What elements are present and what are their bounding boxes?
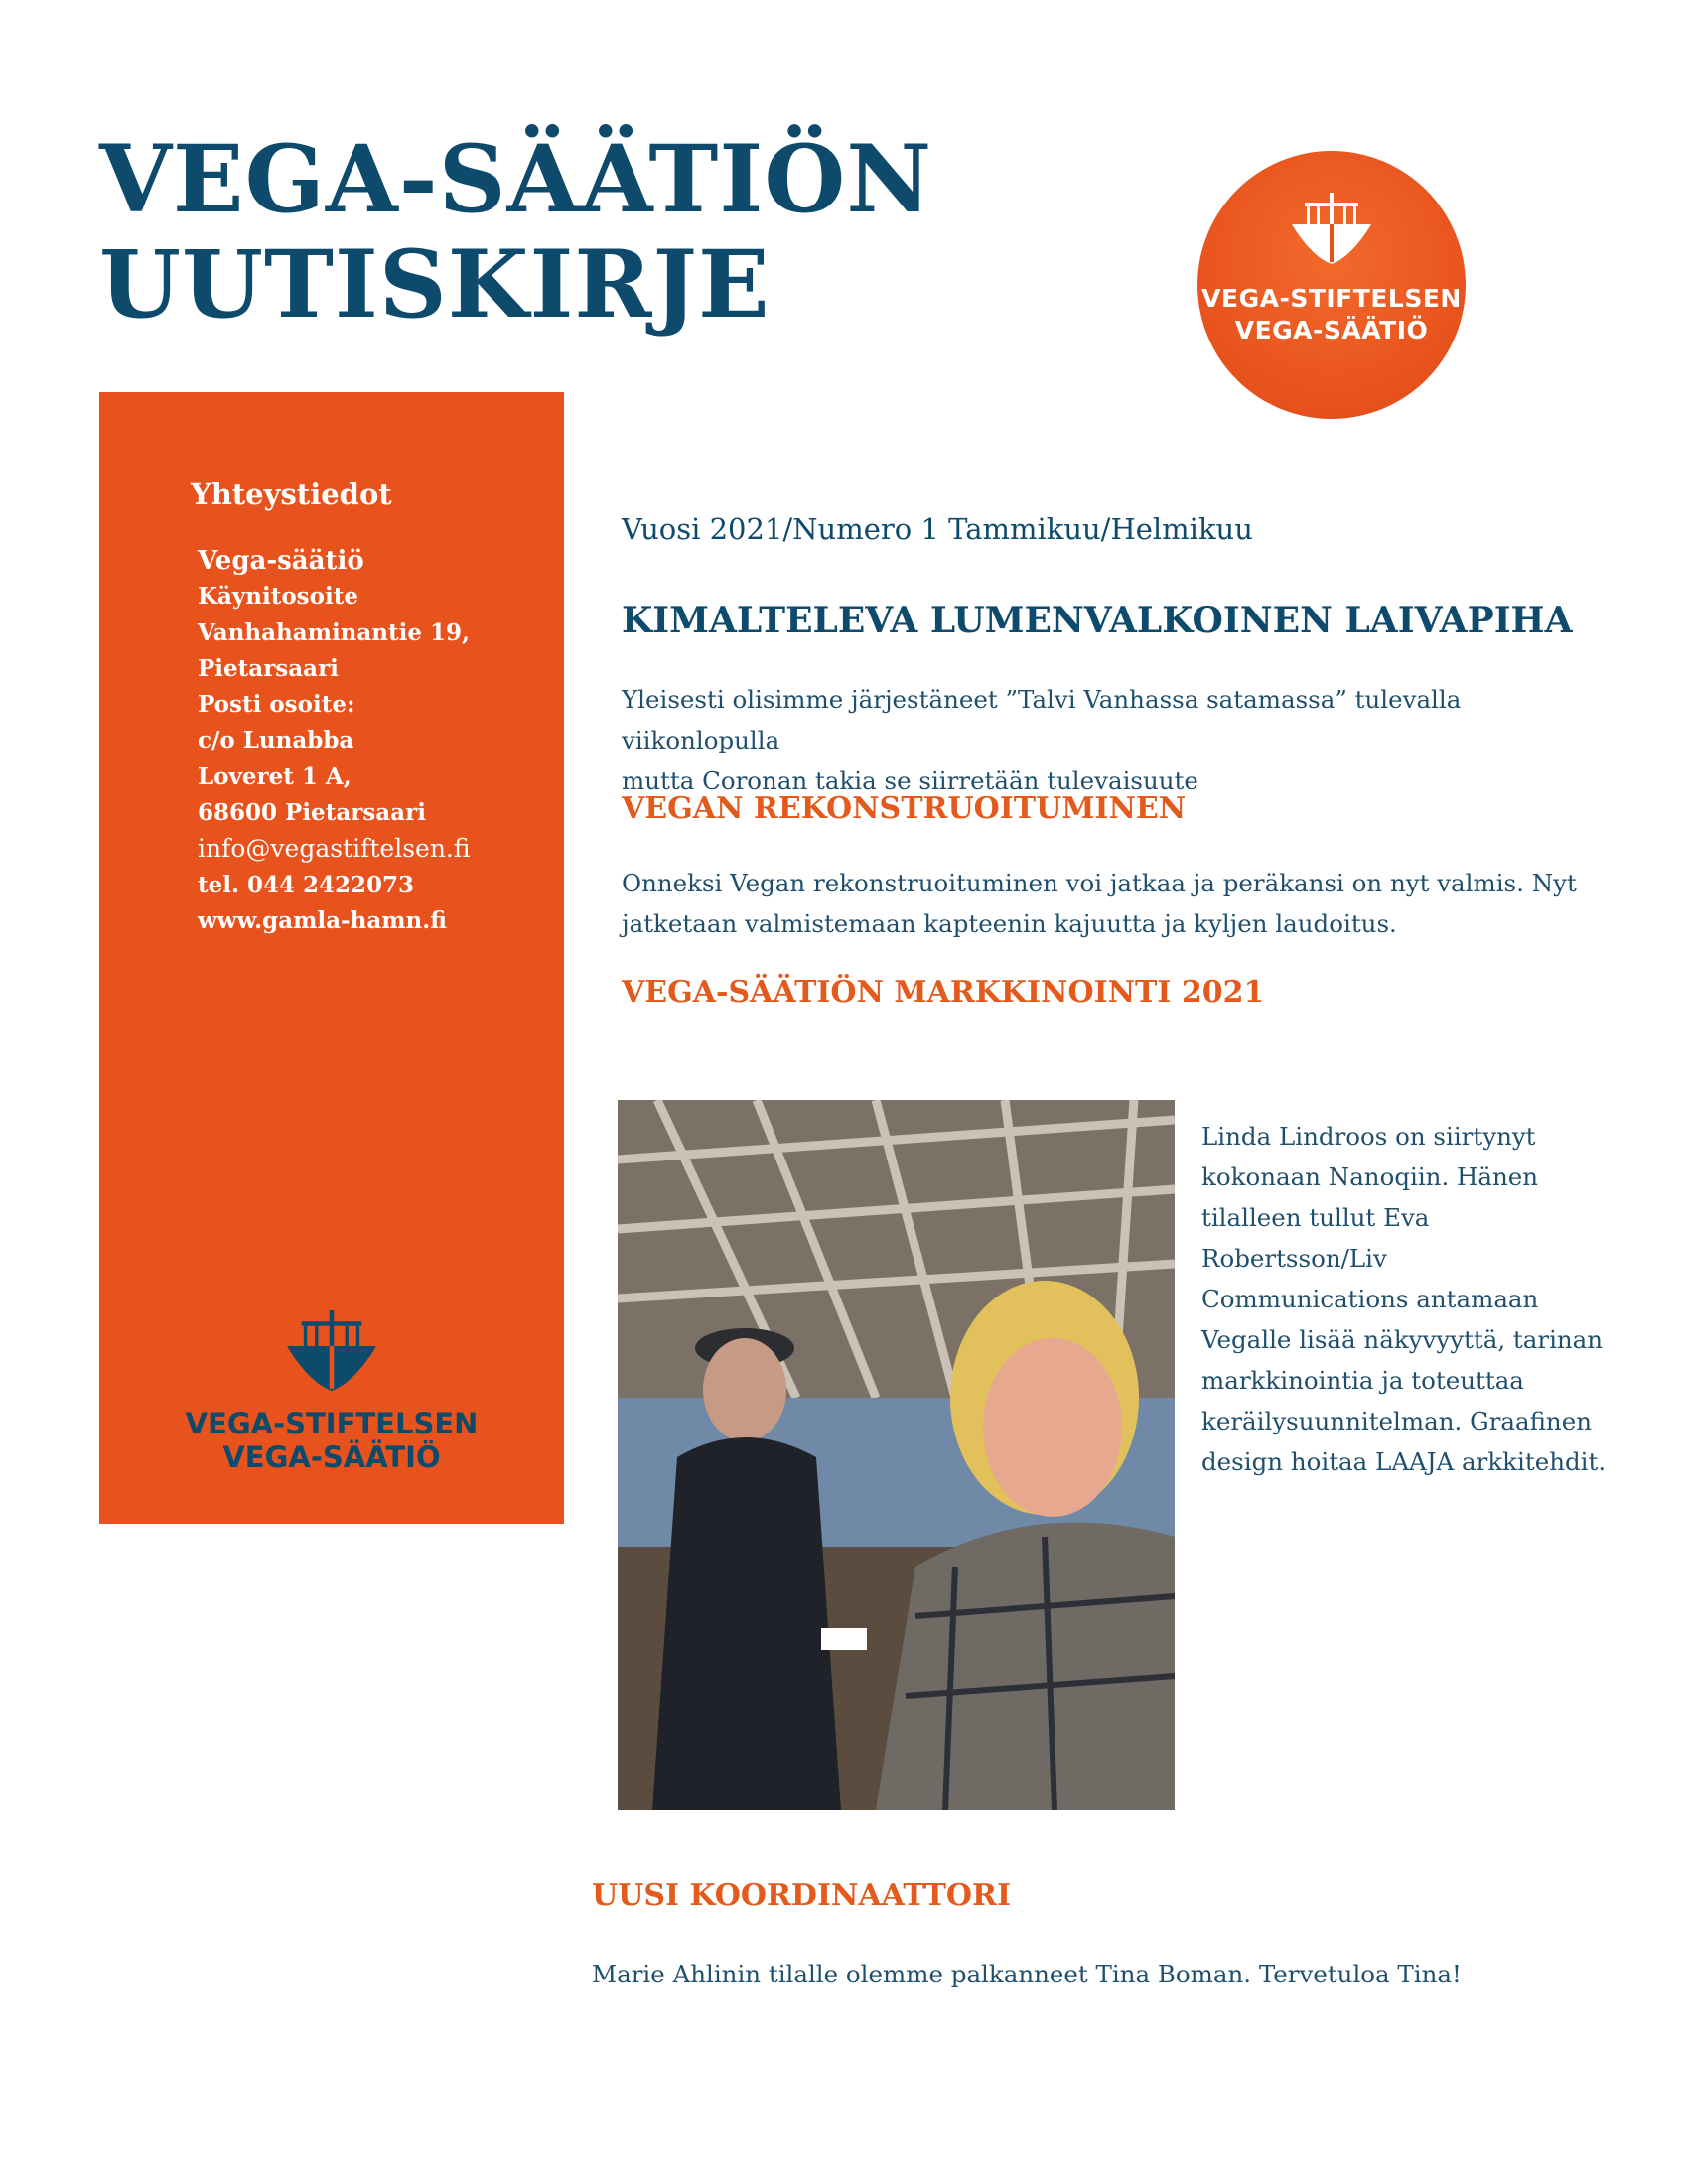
caption-line: tilalleen tullut Eva bbox=[1201, 1203, 1430, 1232]
contact-visit-label: Käynitosoite bbox=[198, 583, 358, 611]
contact-postal-street: Loveret 1 A, bbox=[198, 762, 352, 790]
sidebar-logo-text-finnish: VEGA-SÄÄTIÖ bbox=[222, 1440, 441, 1474]
contact-website-link[interactable]: www.gamla-hamn.fi bbox=[198, 906, 448, 934]
intro-line-1: Yleisesti olisimme järjestäneet ”Talvi Vanhassa satamassa” tulevalla viikonlopulla bbox=[622, 685, 1462, 754]
team-photo-illustration bbox=[618, 1100, 1175, 1810]
contact-sidebar bbox=[99, 392, 564, 1524]
contact-details bbox=[198, 543, 471, 939]
section-heading-reconstruction: VEGAN REKONSTRUOITUMINEN bbox=[622, 791, 1187, 826]
caption-line: Communications antamaan bbox=[1201, 1285, 1539, 1313]
contact-org: Vega-säätiö bbox=[198, 546, 364, 576]
photo-caption bbox=[1201, 1116, 1638, 1482]
contact-postal-label: Posti osoite: bbox=[198, 691, 355, 719]
caption-line: Linda Lindroos on siirtynyt bbox=[1201, 1122, 1536, 1151]
caption-line: Robertsson/Liv bbox=[1201, 1244, 1387, 1273]
contact-city: Pietarsaari bbox=[198, 654, 339, 682]
logo-text-swedish: VEGA-STIFTELSEN bbox=[1201, 284, 1462, 313]
contact-heading: Yhteystiedot bbox=[191, 478, 392, 511]
main-heading: KIMALTELEVA LUMENVALKOINEN LAIVAPIHA bbox=[622, 600, 1573, 641]
contact-postal-city: 68600 Pietarsaari bbox=[198, 799, 426, 827]
title-line-1: VEGA-SÄÄTIÖN bbox=[99, 125, 933, 234]
coordinator-paragraph: Marie Ahlinin tilalle olemme palkanneet Tina Boman. Tervetuloa Tina! bbox=[592, 1960, 1462, 1988]
caption-line: kokonaan Nanoqiin. Hänen bbox=[1201, 1162, 1539, 1191]
contact-phone: tel. 044 2422073 bbox=[198, 871, 415, 898]
title-line-2: UUTISKIRJE bbox=[99, 230, 771, 340]
reconstruction-line-2: jatketaan valmistemaan kapteenin kajuutta ja kyljen laudoitus. bbox=[622, 909, 1397, 938]
foundation-logo bbox=[1197, 151, 1466, 419]
contact-email-link[interactable]: info@vegastiftelsen.fi bbox=[198, 834, 471, 864]
ship-icon bbox=[1287, 193, 1376, 272]
caption-line: design hoitaa LAAJA arkkitehdit. bbox=[1201, 1447, 1607, 1476]
issue-info: Vuosi 2021/Numero 1 Tammikuu/Helmikuu bbox=[622, 512, 1253, 546]
reconstruction-paragraph bbox=[622, 863, 1624, 944]
caption-line: keräilysuunnitelman. Graafinen bbox=[1201, 1407, 1592, 1435]
newsletter-title bbox=[99, 127, 932, 338]
caption-line: Vegalle lisää näkyvyyttä, tarinan bbox=[1201, 1325, 1604, 1354]
contact-street: Vanhahaminantie 19, bbox=[198, 618, 471, 646]
caption-line: markkinointia ja toteuttaa bbox=[1201, 1366, 1524, 1395]
team-photo bbox=[618, 1100, 1175, 1810]
contact-co: c/o Lunabba bbox=[198, 727, 354, 754]
section-heading-coordinator: UUSI KOORDINAATTORI bbox=[592, 1878, 1011, 1913]
reconstruction-line-1: Onneksi Vegan rekonstruoituminen voi jatkaa ja peräkansi on nyt valmis. Nyt bbox=[622, 869, 1577, 897]
intro-paragraph bbox=[622, 679, 1624, 801]
intro-line-2: mutta Coronan takia se siirretään tulevaisuute bbox=[622, 766, 1198, 795]
logo-text-finnish: VEGA-SÄÄTIÖ bbox=[1234, 316, 1429, 344]
sidebar-logo-text-swedish: VEGA-STIFTELSEN bbox=[185, 1407, 479, 1440]
ship-icon bbox=[278, 1310, 385, 1400]
section-heading-marketing: VEGA-SÄÄTIÖN MARKKINOINTI 2021 bbox=[622, 975, 1265, 1010]
